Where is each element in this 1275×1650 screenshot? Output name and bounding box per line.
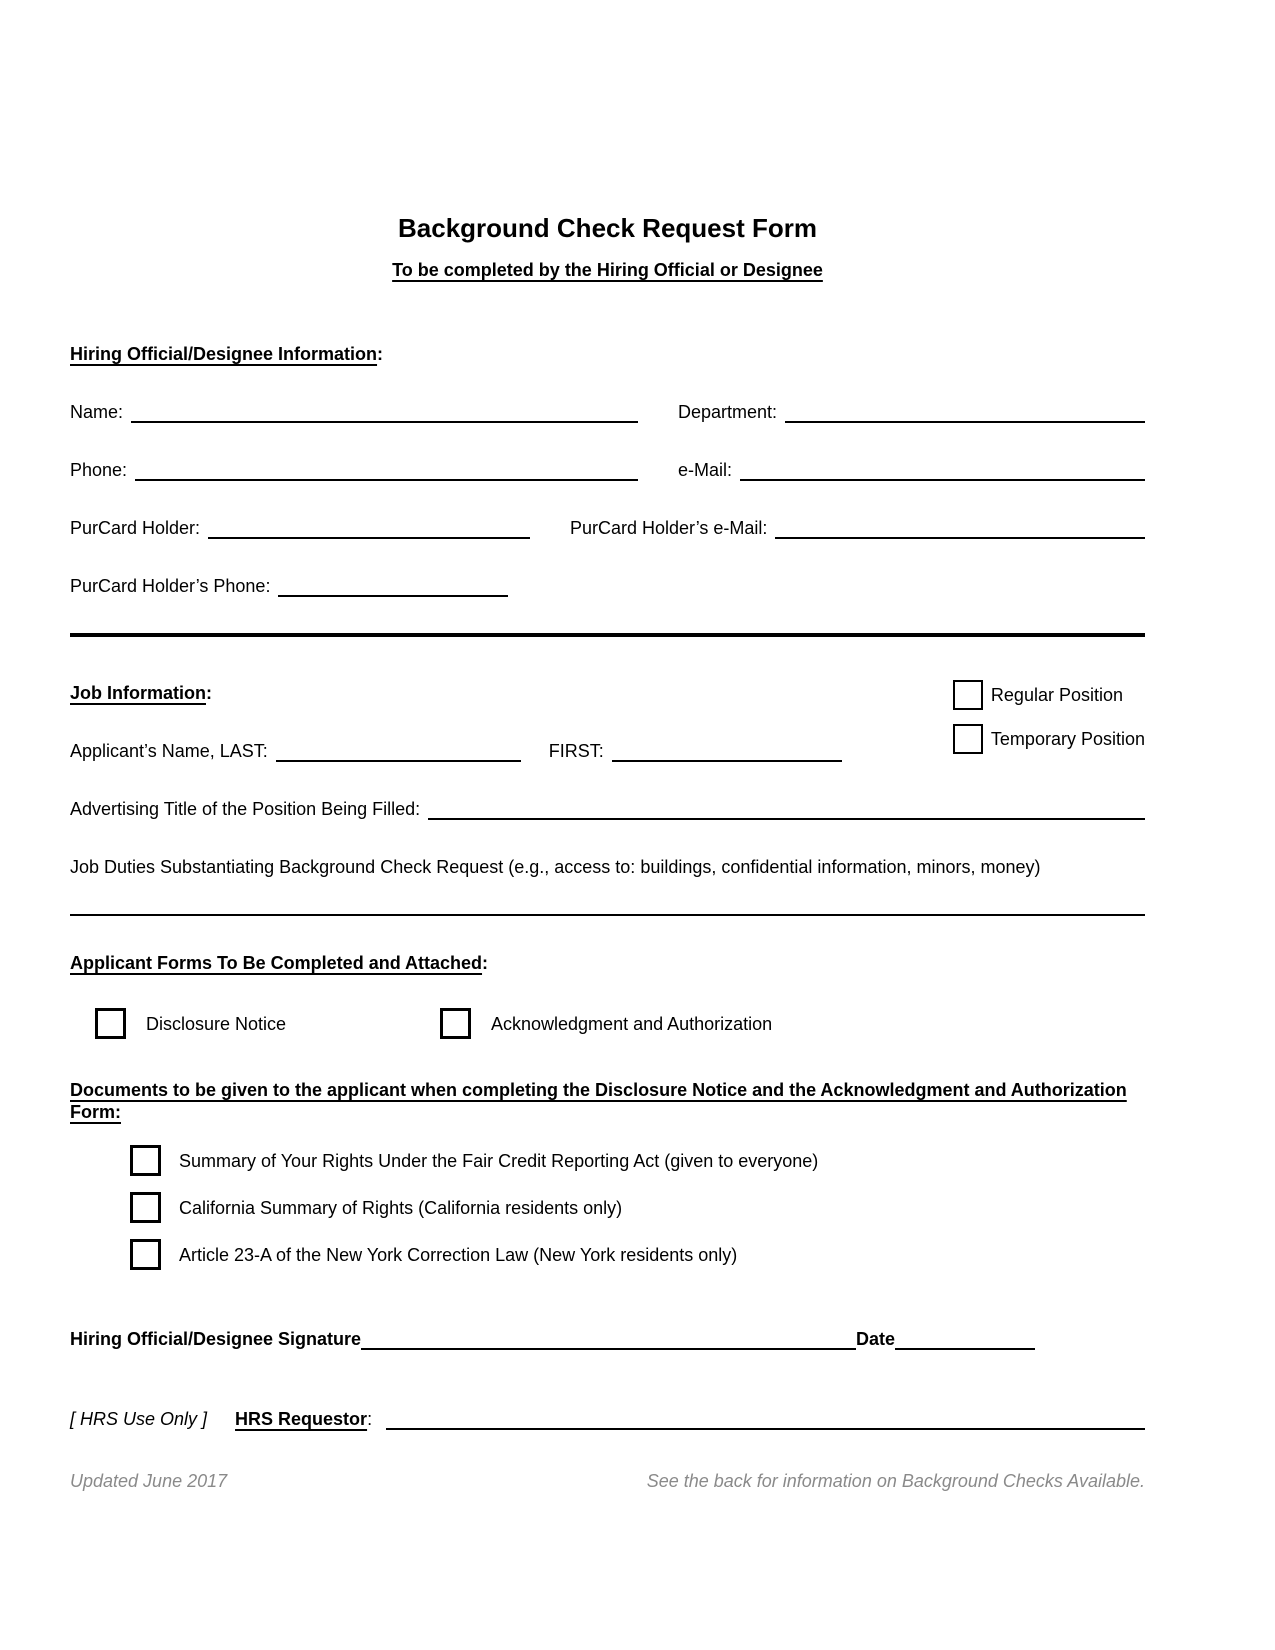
date-label: Date: [855, 1329, 895, 1349]
article-23a-label: Article 23-A of the New York Correction Law (New York residents only): [179, 1244, 738, 1265]
applicant-forms-heading-text: Applicant Forms To Be Completed and Attached: [70, 953, 483, 973]
department-input-line[interactable]: [785, 401, 1145, 423]
page-footer: [70, 1470, 1145, 1492]
documents-list: [70, 1145, 1145, 1270]
applicant-first-input-line[interactable]: [612, 740, 842, 762]
disclosure-notice-label: Disclosure Notice: [146, 1013, 287, 1034]
acknowledgment-authorization-option: [440, 1008, 772, 1039]
hrs-row: [70, 1408, 1145, 1430]
advertising-title-input-line[interactable]: [428, 798, 1145, 820]
california-summary-checkbox[interactable]: [130, 1192, 161, 1223]
purcard-phone-label: PurCard Holder’s Phone:: [70, 576, 271, 596]
form-subtitle-text: To be completed by the Hiring Official or Designee: [392, 260, 823, 280]
position-type-options: [953, 680, 1145, 768]
temporary-position-option: [953, 724, 1145, 754]
job-heading-colon: :: [206, 683, 212, 703]
temporary-position-label: Temporary Position: [990, 729, 1145, 749]
applicant-forms-options: [95, 1008, 1145, 1039]
summary-rights-item: [130, 1145, 1145, 1176]
purcard-email-input-line[interactable]: [775, 517, 1145, 539]
disclosure-notice-option: [95, 1008, 440, 1039]
name-input-line[interactable]: [131, 401, 638, 423]
hiring-section-heading: [70, 343, 1145, 365]
documents-heading-text: Documents to be given to the applicant when completing the Disclosure Notice and the Acknowledgment and Authorization Form:: [70, 1080, 1127, 1122]
name-department-row: [70, 401, 1145, 423]
hrs-requestor-input-line[interactable]: [386, 1408, 1145, 1430]
hiring-official-section: [70, 343, 1145, 597]
documents-section: [70, 1079, 1145, 1270]
regular-position-checkbox[interactable]: [953, 680, 983, 710]
job-information-section: [70, 682, 1145, 916]
date-input-line[interactable]: [895, 1328, 1035, 1350]
hrs-requestor-label: [235, 1408, 367, 1430]
regular-position-option: [953, 680, 1145, 710]
applicant-forms-section: [70, 952, 1145, 1039]
signature-row: [70, 1328, 1145, 1350]
california-summary-item: [130, 1192, 1145, 1223]
hiring-heading-colon: :: [377, 344, 384, 364]
phone-input-line[interactable]: [135, 459, 638, 481]
department-field: [678, 401, 1145, 423]
phone-email-row: [70, 459, 1145, 481]
hrs-requestor-colon: :: [367, 1409, 373, 1429]
article-23a-item: [130, 1239, 1145, 1270]
form-title: Background Check Request Form: [398, 213, 817, 243]
hiring-section-heading-text: Hiring Official/Designee Information: [70, 344, 378, 364]
purcard-email-field: [570, 517, 1145, 539]
article-23a-checkbox[interactable]: [130, 1239, 161, 1270]
hrs-requestor-label-text: HRS Requestor: [235, 1409, 368, 1429]
purcard-holder-input-line[interactable]: [208, 517, 530, 539]
footer-updated: Updated June 2017: [70, 1471, 228, 1491]
form-subtitle: [70, 259, 1145, 281]
summary-rights-label: Summary of Your Rights Under the Fair Credit Reporting Act (given to everyone): [179, 1150, 819, 1171]
applicant-last-input-line[interactable]: [276, 740, 521, 762]
advertising-title-label: Advertising Title of the Position Being Filled:: [70, 799, 421, 819]
signature-input-line[interactable]: [361, 1328, 856, 1350]
purcard-holder-field: [70, 517, 530, 539]
documents-heading: [70, 1079, 1145, 1123]
disclosure-notice-checkbox[interactable]: [95, 1008, 126, 1039]
job-duties-label: Job Duties Substantiating Background Check Request (e.g., access to: buildings, confidential information, minors, money): [70, 857, 1041, 877]
name-field: [70, 401, 638, 423]
phone-label: Phone:: [70, 460, 128, 480]
purcard-holder-label: PurCard Holder:: [70, 518, 201, 538]
acknowledgment-authorization-label: Acknowledgment and Authorization: [491, 1013, 773, 1034]
applicant-forms-heading-colon: :: [482, 953, 489, 973]
applicant-first-label: FIRST:: [548, 741, 604, 761]
applicant-last-label: Applicant’s Name, LAST:: [70, 741, 268, 761]
purcard-email-label: PurCard Holder’s e-Mail:: [570, 518, 768, 538]
job-section-heading-text: Job Information: [70, 683, 206, 703]
footer-note: See the back for information on Background Checks Available.: [646, 1471, 1145, 1491]
regular-position-label: Regular Position: [990, 685, 1123, 705]
email-input-line[interactable]: [740, 459, 1145, 481]
phone-field: [70, 459, 638, 481]
purcard-phone-input-line[interactable]: [278, 575, 508, 597]
name-label: Name:: [70, 402, 124, 422]
department-label: Department:: [678, 402, 778, 422]
section-divider: [70, 633, 1145, 637]
purcard-phone-row: [70, 575, 1145, 597]
advertising-title-row: [70, 798, 1145, 820]
california-summary-label: California Summary of Rights (California residents only): [179, 1197, 623, 1218]
temporary-position-checkbox[interactable]: [953, 724, 983, 754]
acknowledgment-authorization-checkbox[interactable]: [440, 1008, 471, 1039]
email-label: e-Mail:: [678, 460, 733, 480]
applicant-forms-heading: [70, 952, 1145, 974]
signature-label: Hiring Official/Designee Signature: [70, 1329, 362, 1349]
email-field: [678, 459, 1145, 481]
summary-rights-checkbox[interactable]: [130, 1145, 161, 1176]
hrs-use-only-label: [ HRS Use Only ]: [70, 1409, 208, 1429]
job-duties-input-line[interactable]: [70, 878, 1145, 916]
purcard-row: [70, 517, 1145, 539]
